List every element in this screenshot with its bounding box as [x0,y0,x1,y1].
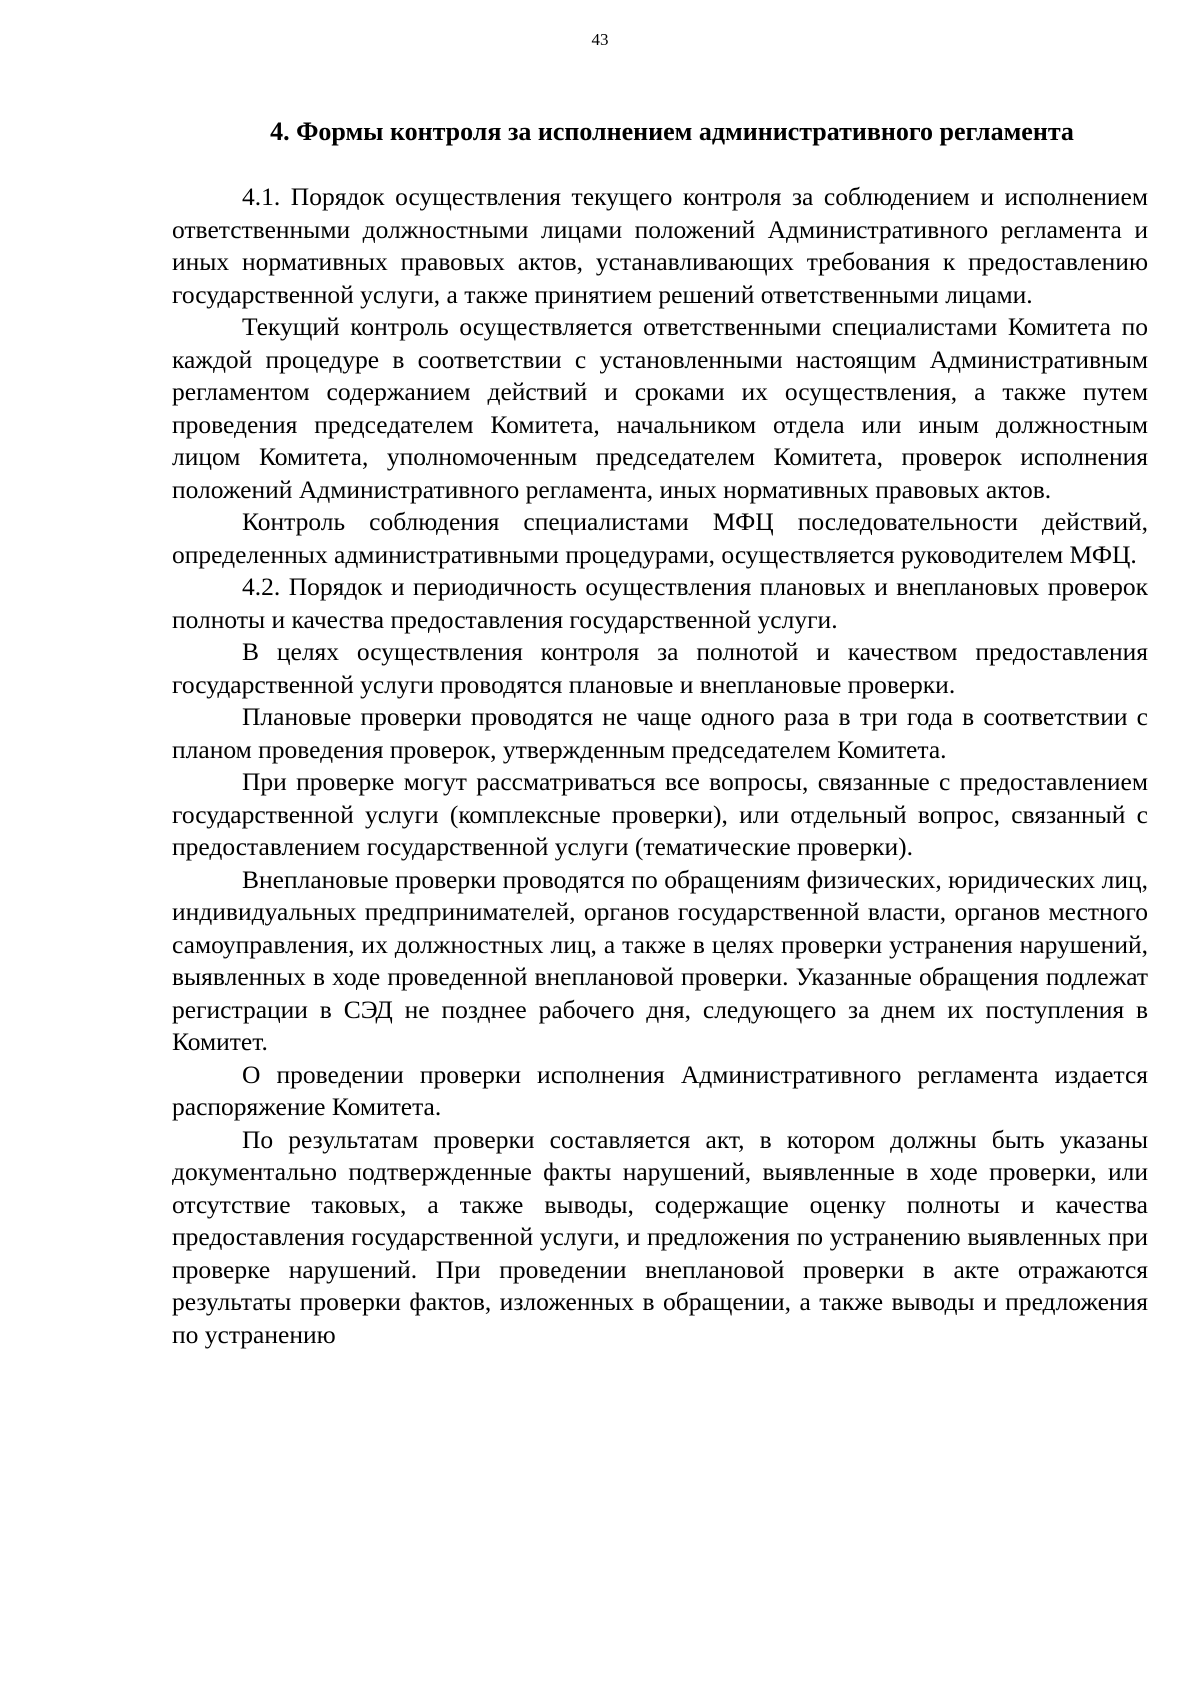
paragraph-planned-checks: Плановые проверки проводятся не чаще одного раза в три года в соответствии с планом проведения проверок, утвержденным председателем Комитета. [172,702,1148,764]
paragraph-4-2: 4.2. Порядок и периодичность осуществления плановых и внеплановых проверок полноты и качества предоставления государственной услуги. [172,572,1148,634]
document-body [172,181,1148,1351]
paragraph-control-purposes: В целях осуществления контроля за полнотой и качеством предоставления государственной услуги проводятся плановые и внеплановые проверки. [172,637,1148,699]
paragraph-current-control: Текущий контроль осуществляется ответственными специалистами Комитета по каждой процедуре в соответствии с установленными настоящим Административным регламентом содержанием действий и сроками их осуществления, а также путем проведения председателем Комитета, начальником отдела или иным должностным лицом Комитета, уполномоченным председателем Комитета, проверок исполнения положений Административного регламента, иных нормативных правовых актов. [172,312,1148,504]
paragraph-check-results: По результатам проверки составляется акт, в котором должны быть указаны документально подтвержденные факты нарушений, выявленные в ходе проверки, или отсутствие таковых, а также выводы, содержащие оценку полноты и качества предоставления государственной услуги, и предложения по устранению выявленных при проверке нарушений. При проведении внеплановой проверки в акте отражаются результаты проверки фактов, изложенных в обращении, а также выводы и предложения по устранению [172,1124,1148,1349]
paragraph-check-order: О проведении проверки исполнения Административного регламента издается распоряжение Комитета. [172,1059,1148,1121]
paragraph-unplanned-checks: Внеплановые проверки проводятся по обращениям физических, юридических лиц, индивидуальных предпринимателей, органов государственной власти, органов местного самоуправления, их должностных лиц, а также в целях проверки устранения нарушений, выявленных в ходе проведенной внеплановой проверки. Указанные обращения подлежат регистрации в СЭД не позднее рабочего дня, следующего за днем их поступления в Комитет. [172,864,1148,1056]
page-number: 43 [591,30,609,49]
section-title: 4. Формы контроля за исполнением административного регламента [270,117,1074,146]
paragraph-check-questions: При проверке могут рассматриваться все вопросы, связанные с предоставлением государственной услуги (комплексные проверки), или отдельный вопрос, связанный с предоставлением государственной услуги (тематические проверки). [172,767,1148,861]
paragraph-mfc-control: Контроль соблюдения специалистами МФЦ последовательности действий, определенных административными процедурами, осуществляется руководителем МФЦ. [172,507,1148,569]
paragraph-4-1: 4.1. Порядок осуществления текущего контроля за соблюдением и исполнением ответственными должностными лицами положений Административного регламента и иных нормативных правовых актов, устанавливающих требования к предоставлению государственной услуги, а также принятием решений ответственными лицами. [172,182,1148,309]
